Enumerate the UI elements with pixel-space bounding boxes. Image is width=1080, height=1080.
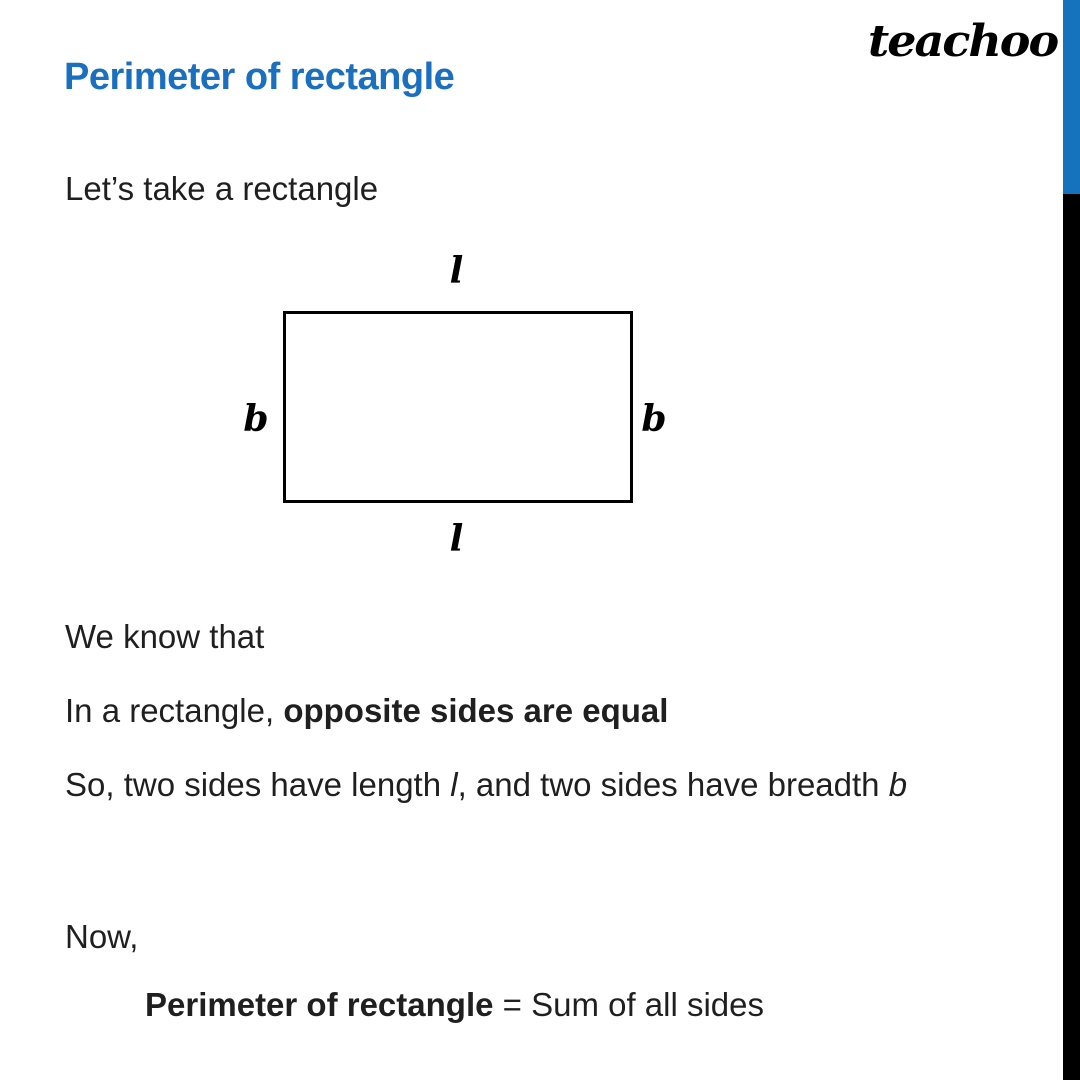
intro-line: Let’s take a rectangle xyxy=(65,170,379,207)
label-breadth-left: b xyxy=(243,398,269,440)
rectangle-shape xyxy=(283,311,633,503)
length-var: l xyxy=(450,766,458,803)
we-know-line: We know that xyxy=(65,618,265,655)
two-sides-part1: So, two sides have length xyxy=(65,766,451,803)
page-title: Perimeter of rectangle xyxy=(64,56,455,98)
two-sides-part2: , and two sides have breadth xyxy=(457,766,889,803)
now-line: Now, xyxy=(65,918,139,955)
edge-stripe-black xyxy=(1063,194,1080,1080)
two-sides-line xyxy=(65,766,907,804)
opposite-sides-line xyxy=(65,692,668,730)
label-breadth-right: b xyxy=(641,398,667,440)
perimeter-formula-rest: = Sum of all sides xyxy=(493,986,765,1023)
opposite-sides-bold: opposite sides are equal xyxy=(283,692,669,729)
breadth-var: b xyxy=(888,766,908,803)
edge-stripe-blue xyxy=(1063,0,1080,194)
perimeter-formula-bold: Perimeter of rectangle xyxy=(145,986,494,1023)
opposite-sides-prefix: In a rectangle, xyxy=(65,692,284,729)
teachoo-logo: teachoo xyxy=(868,15,1058,67)
label-length-top: l xyxy=(449,250,464,292)
label-length-bottom: l xyxy=(449,518,464,560)
perimeter-formula-line xyxy=(145,986,764,1024)
